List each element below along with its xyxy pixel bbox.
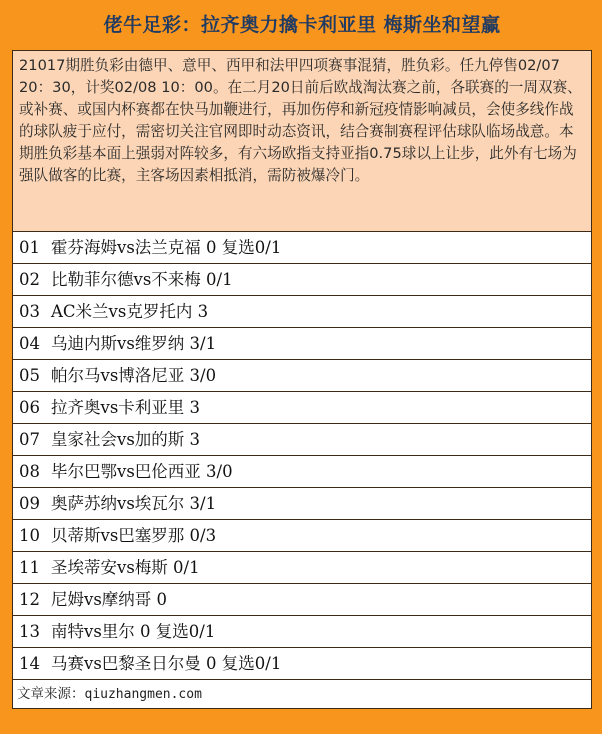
match-number: 08 bbox=[19, 462, 40, 481]
source-label: 文章来源： bbox=[17, 686, 85, 702]
match-text: 比勒菲尔德vs不来梅 0/1 bbox=[51, 270, 233, 289]
match-text: 帕尔马vs博洛尼亚 3/0 bbox=[51, 366, 217, 385]
match-number: 10 bbox=[19, 526, 40, 545]
match-row bbox=[13, 488, 591, 520]
match-number: 13 bbox=[19, 622, 40, 641]
match-row bbox=[13, 232, 591, 264]
match-row bbox=[13, 424, 591, 456]
match-text: 乌迪内斯vs维罗纳 3/1 bbox=[51, 334, 217, 353]
match-text: 马赛vs巴黎圣日尔曼 0 复选0/1 bbox=[51, 654, 282, 673]
match-number: 14 bbox=[19, 654, 40, 673]
match-number: 12 bbox=[19, 590, 40, 609]
match-number: 05 bbox=[19, 366, 40, 385]
match-number: 03 bbox=[19, 302, 40, 321]
match-text: 霍芬海姆vs法兰克福 0 复选0/1 bbox=[51, 238, 282, 257]
match-list bbox=[13, 232, 591, 680]
match-row bbox=[13, 520, 591, 552]
source-url: qiuzhangmen.com bbox=[84, 687, 202, 702]
match-number: 01 bbox=[19, 238, 40, 257]
match-text: 毕尔巴鄂vs巴伦西亚 3/0 bbox=[51, 462, 233, 481]
match-text: 贝蒂斯vs巴塞罗那 0/3 bbox=[51, 526, 217, 545]
match-row bbox=[13, 456, 591, 488]
match-row bbox=[13, 392, 591, 424]
source-line bbox=[13, 680, 591, 708]
content-panel bbox=[12, 50, 592, 709]
match-row bbox=[13, 648, 591, 680]
match-text: AC米兰vs克罗托内 3 bbox=[51, 302, 209, 321]
match-row bbox=[13, 264, 591, 296]
match-row bbox=[13, 552, 591, 584]
article-title: 佬牛足彩：拉齐奥力擒卡利亚里 梅斯坐和望赢 bbox=[103, 14, 501, 36]
match-text: 南特vs里尔 0 复选0/1 bbox=[51, 622, 216, 641]
match-row bbox=[13, 328, 591, 360]
match-number: 09 bbox=[19, 494, 40, 513]
match-number: 02 bbox=[19, 270, 40, 289]
match-row bbox=[13, 616, 591, 648]
match-number: 04 bbox=[19, 334, 40, 353]
match-number: 06 bbox=[19, 398, 40, 417]
match-text: 奥萨苏纳vs埃瓦尔 3/1 bbox=[51, 494, 217, 513]
match-number: 07 bbox=[19, 430, 40, 449]
match-row bbox=[13, 360, 591, 392]
intro-paragraph: 21017期胜负彩由德甲、意甲、西甲和法甲四项赛事混猜，胜负彩。任九停售02/07 20：30，计奖02/08 10：00。在二月20日前后欧战淘汰赛之前，各联赛的一周双赛、或补赛、或国内杯赛都在快马加鞭进行，再加伤停和新冠疫情影响减员，会使多线作战的球队疲于应付，需密切关注官网即时动态资讯，结合赛制赛程评估球队临场战意。本期胜负彩基本面上强弱对阵较多，有六场欧指支持亚指0.75球以上让步，此外有七场为强队做客的比赛，主客场因素相抵消，需防被爆冷门。 bbox=[13, 51, 591, 232]
match-number: 11 bbox=[19, 558, 40, 577]
match-row bbox=[13, 584, 591, 616]
match-row bbox=[13, 296, 591, 328]
match-text: 尼姆vs摩纳哥 0 bbox=[51, 590, 168, 609]
match-text: 圣埃蒂安vs梅斯 0/1 bbox=[51, 558, 200, 577]
match-text: 拉齐奥vs卡利亚里 3 bbox=[51, 398, 201, 417]
match-text: 皇家社会vs加的斯 3 bbox=[51, 430, 201, 449]
